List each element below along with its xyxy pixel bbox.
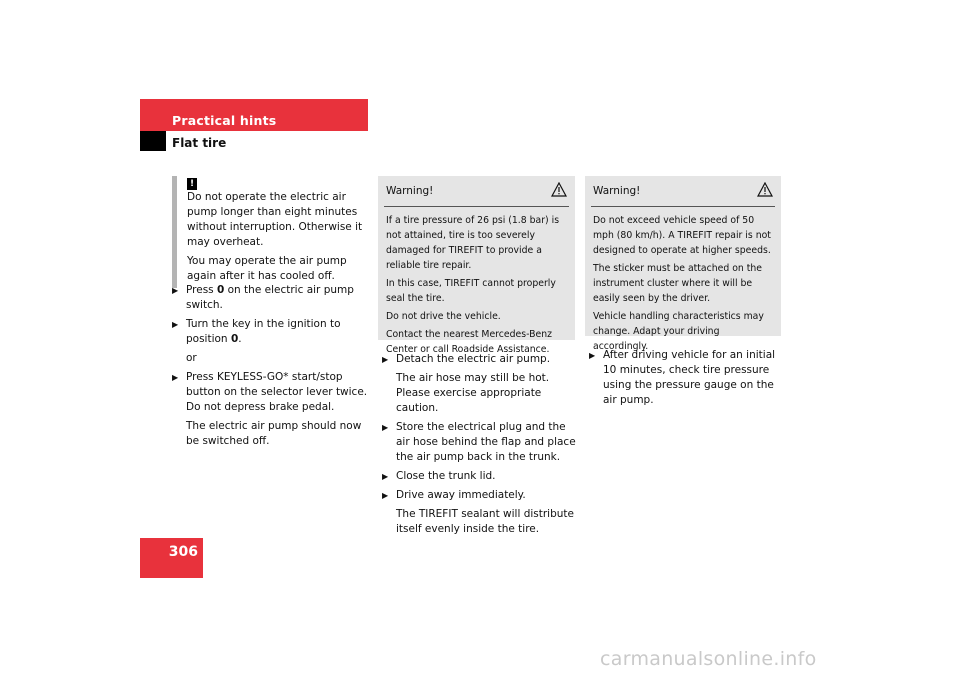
warning-box-2	[585, 176, 781, 352]
note-paragraph: Do not operate the electric air pump longer than eight minutes without interruption. Otherwise it may overheat.	[187, 191, 363, 248]
warning-paragraph: Contact the nearest Mercedes-Benz Center or call Roadside Assistance.	[386, 329, 552, 355]
note-box	[172, 176, 368, 288]
step-item	[172, 317, 372, 347]
warning-box-1	[378, 176, 575, 355]
warning-triangle-icon	[757, 182, 773, 197]
exclamation-icon: !	[187, 178, 197, 190]
step-result: The air hose may still be hot. Please exercise appropriate caution.	[396, 372, 550, 414]
triangle-right-icon: ▶	[172, 373, 179, 382]
step-text: Close the trunk lid.	[396, 470, 496, 482]
warning-paragraph: Do not exceed vehicle speed of 50 mph (80 km/h). A TIREFIT repair is not designed to operate at higher speeds.	[593, 215, 771, 256]
step-text: .	[238, 333, 242, 345]
triangle-right-icon: ▶	[172, 320, 179, 329]
step-result: The electric air pump should now be switched off.	[186, 420, 362, 447]
triangle-right-icon: ▶	[172, 286, 179, 295]
step-text: Press KEYLESS-GO* start/stop button on the selector lever twice. Do not depress brake pedal.	[186, 371, 368, 413]
step-item	[382, 420, 578, 465]
step-text: After driving vehicle for an initial 10 minutes, check tire pressure using the pressure gauge on the air pump.	[603, 349, 776, 406]
step-text: Detach the electric air pump.	[396, 353, 551, 365]
warning-paragraph: If a tire pressure of 26 psi (1.8 bar) is not attained, tire is too severely damaged for TIREFIT to provide a reliable tire repair.	[386, 215, 560, 271]
triangle-right-icon: ▶	[382, 472, 389, 481]
step-result: The TIREFIT sealant will distribute itself evenly inside the tire.	[396, 508, 574, 535]
or-text: or	[186, 352, 197, 364]
step-item	[589, 348, 781, 408]
warning-triangle-icon	[551, 182, 567, 197]
step-text: Turn the key in the ignition to position	[186, 318, 341, 345]
warning-title: Warning!	[593, 185, 641, 197]
key-label: 0	[216, 284, 225, 296]
warning-paragraph: Vehicle handling characteristics may change. Adapt your driving accordingly.	[593, 311, 764, 352]
warning-body	[585, 207, 781, 361]
warning-paragraph: Do not drive the vehicle.	[386, 311, 501, 322]
step-item	[382, 469, 578, 484]
step-text: Press	[186, 284, 217, 296]
column-3	[589, 348, 781, 412]
step-item	[172, 370, 372, 415]
warning-paragraph: The sticker must be attached on the instrument cluster where it will be easily seen by the driver.	[593, 263, 763, 304]
header-marker	[140, 131, 166, 151]
step-item	[172, 283, 372, 313]
warning-header	[591, 176, 775, 207]
step-text: on the electric air pump switch.	[186, 284, 354, 311]
note-paragraph: You may operate the air pump again after it has cooled off.	[187, 255, 347, 282]
step-item	[382, 488, 578, 503]
watermark: carmanualsonline.info	[600, 648, 817, 670]
column-2	[382, 352, 578, 541]
section-title: Practical hints	[172, 113, 277, 128]
triangle-right-icon: ▶	[382, 491, 389, 500]
step-text: Drive away immediately.	[396, 489, 526, 501]
triangle-right-icon: ▶	[382, 423, 389, 432]
step-item	[382, 352, 578, 367]
key-label: 0	[230, 333, 239, 345]
triangle-right-icon: ▶	[589, 351, 596, 360]
triangle-right-icon: ▶	[382, 355, 389, 364]
subsection-title: Flat tire	[172, 136, 227, 150]
step-text: Store the electrical plug and the air hose behind the flap and place the air pump back in the trunk.	[396, 421, 576, 463]
warning-body	[378, 207, 575, 364]
warning-paragraph: In this case, TIREFIT cannot properly seal the tire.	[386, 278, 556, 304]
column-1	[172, 283, 372, 453]
warning-header	[384, 176, 569, 207]
warning-title: Warning!	[386, 185, 434, 197]
page-number: 306	[168, 544, 198, 560]
